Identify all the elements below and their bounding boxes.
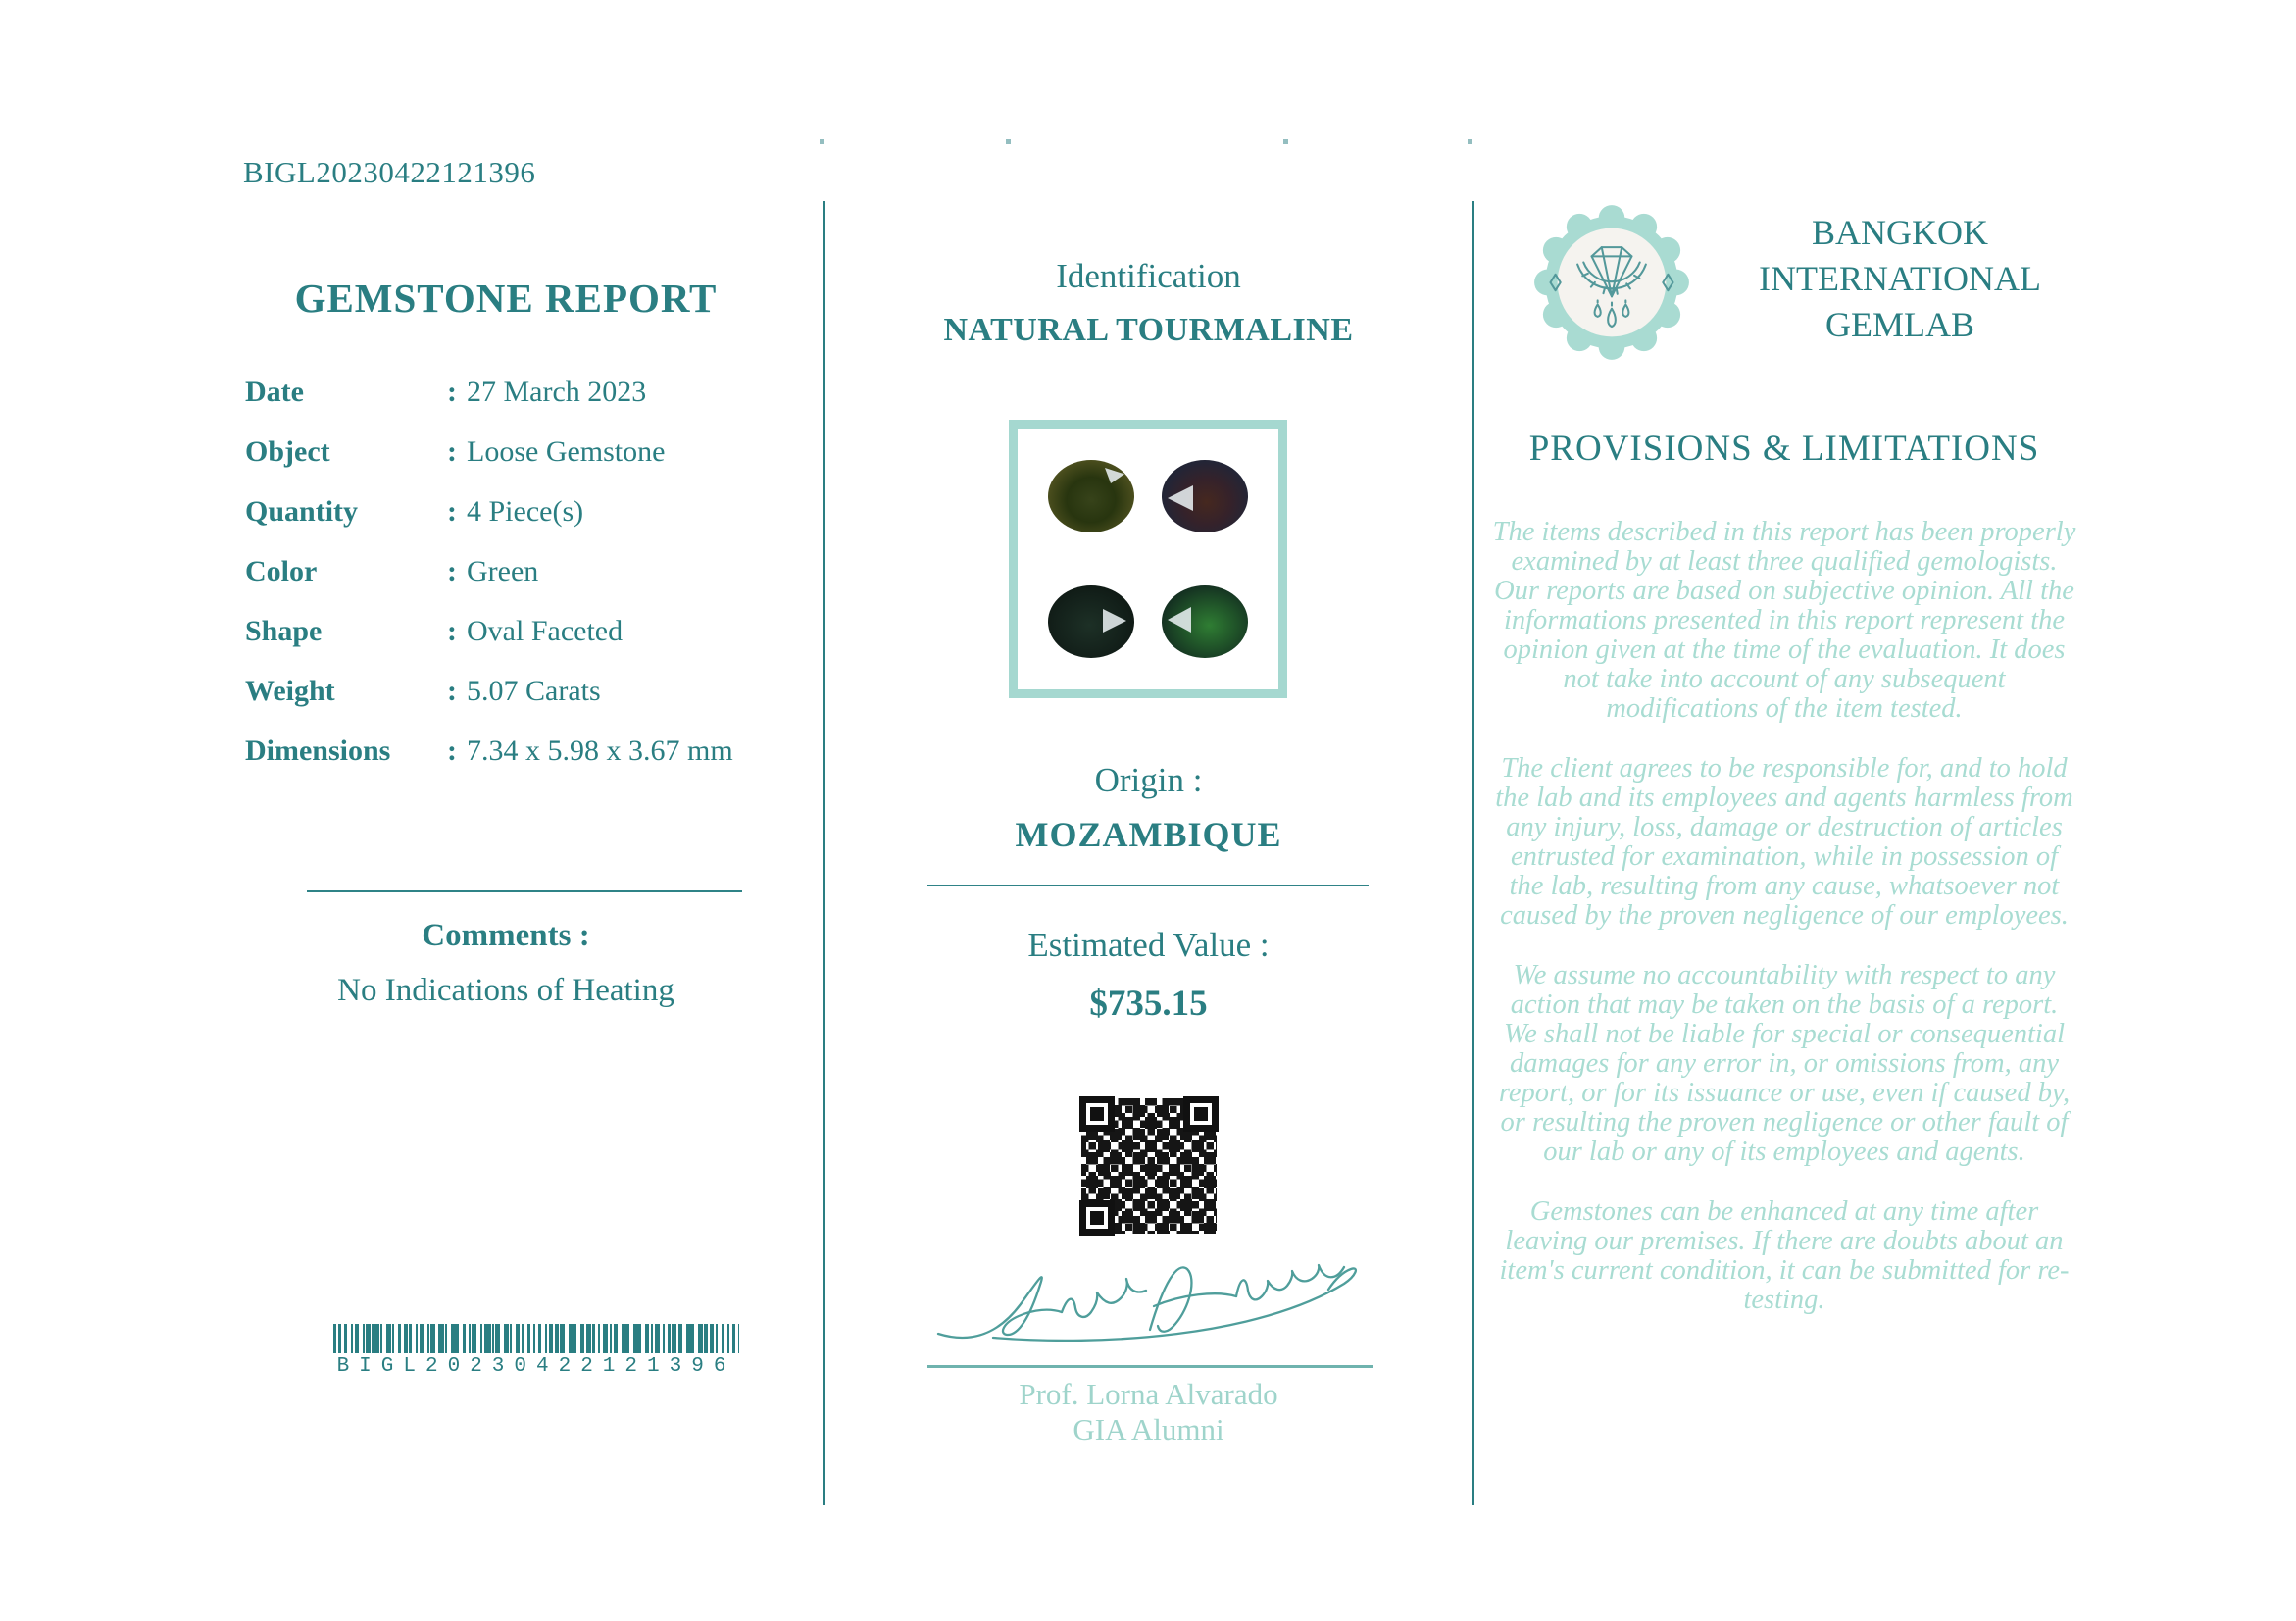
registration-mark [1006, 139, 1011, 144]
field-colon: : [447, 435, 457, 468]
gem-identification-value: NATURAL TOURMALINE [943, 312, 1354, 348]
provisions-heading: PROVISIONS & LIMITATIONS [1528, 429, 2040, 469]
field-colon: : [447, 615, 457, 647]
field-value: Oval Faceted [467, 615, 624, 647]
field-label: Color [245, 555, 318, 587]
qr-code-icon [1079, 1096, 1219, 1236]
field-value: 7.34 x 5.98 x 3.67 mm [467, 735, 733, 767]
gemstone-photo-2 [1162, 460, 1248, 532]
gemstone-photo [1009, 420, 1287, 698]
estimated-value-heading: Estimated Value : [1027, 926, 1270, 964]
report-fields [245, 377, 733, 767]
qr-finder-pattern [1183, 1096, 1219, 1132]
field-label: Weight [245, 675, 335, 707]
field-value: Green [467, 555, 539, 587]
provisions-paragraph: The items described in this report has been properly examined by at least three qualified gemologists. Our reports are based on subjective opinion. All the informations presented in this report represent the opinion given at the time of the evaluation. It does not take into account of any subsequent modifications of the item tested. [1492, 517, 2076, 724]
field-colon: : [447, 376, 457, 408]
registration-mark [820, 139, 824, 144]
field-label: Quantity [245, 495, 359, 528]
lab-name-line: GEMLAB [1825, 305, 1974, 344]
signature-divider [927, 1365, 1373, 1368]
handwritten-signature-icon [934, 1241, 1372, 1351]
registration-mark [1468, 139, 1472, 144]
code128-barcode-icon [333, 1324, 739, 1353]
field-value: Loose Gemstone [467, 435, 666, 468]
qr-finder-pattern [1079, 1200, 1115, 1236]
gemstone-photo-4 [1162, 585, 1248, 658]
gem-glint [1168, 607, 1191, 633]
signer-title: GIA Alumni [1073, 1412, 1224, 1446]
certificate-number: BIGL20230422121396 [243, 155, 536, 189]
origin-heading: Origin : [1094, 761, 1203, 799]
lab-name [1723, 210, 2076, 348]
field-label: Dimensions [245, 735, 391, 767]
lab-name-line: BANGKOK [1812, 213, 1988, 252]
origin-divider [927, 885, 1369, 886]
estimated-value: $735.15 [1089, 984, 1208, 1024]
identification-heading: Identification [1056, 257, 1241, 295]
gem-glint [1103, 609, 1126, 633]
field-value: 4 Piece(s) [467, 495, 584, 528]
gemstone-photo-3 [1048, 585, 1134, 658]
comments-value: No Indications of Heating [337, 973, 674, 1008]
field-value: 5.07 Carats [467, 675, 601, 707]
field-colon: : [447, 495, 457, 528]
gem-glint [1105, 468, 1124, 483]
signer-name: Prof. Lorna Alvarado [1019, 1377, 1278, 1411]
field-label: Shape [245, 615, 323, 647]
field-colon: : [447, 735, 457, 767]
report-title: GEMSTONE REPORT [294, 276, 718, 321]
barcode [333, 1324, 739, 1378]
diamond-crescent-badge-icon [1531, 202, 1692, 363]
origin-value: MOZAMBIQUE [1015, 815, 1282, 854]
gemstone-photo-1 [1048, 460, 1134, 532]
provisions-paragraph: We assume no accountability with respect to any action that may be taken on the basis of a report. We shall not be liable for special or consequential damages for any error in, or omissions from, any report, or for its issuance or use, even if caused by, or resulting the proven negligence or other fault of our lab or any of its employees and agents. [1498, 960, 2071, 1167]
registration-mark [1283, 139, 1288, 144]
comments-heading: Comments : [422, 918, 590, 953]
provisions-paragraph: The client agrees to be responsible for, and to hold the lab and its employees and agents harmless from any injury, loss, damage or destruction of articles entrusted for examination, while in possession of the lab, resulting from any cause, whatsoever not caused by the proven negligence of our employees. [1495, 753, 2073, 931]
provisions-paragraph: Gemstones can be enhanced at any time after leaving our premises. If there are doubts about an item's current condition, it can be submitted for re-testing. [1499, 1196, 2070, 1315]
field-label: Object [245, 435, 330, 468]
qr-finder-pattern [1079, 1096, 1115, 1132]
field-colon: : [447, 675, 457, 707]
lab-name-line: INTERNATIONAL [1759, 259, 2041, 298]
gem-glint [1168, 485, 1193, 511]
comments-divider [307, 890, 742, 892]
field-value: 27 March 2023 [467, 376, 647, 408]
field-colon: : [447, 555, 457, 587]
field-label: Date [245, 376, 304, 408]
provisions-text [1492, 518, 2076, 1345]
barcode-text: BIGL20230422121396 [336, 1355, 736, 1378]
